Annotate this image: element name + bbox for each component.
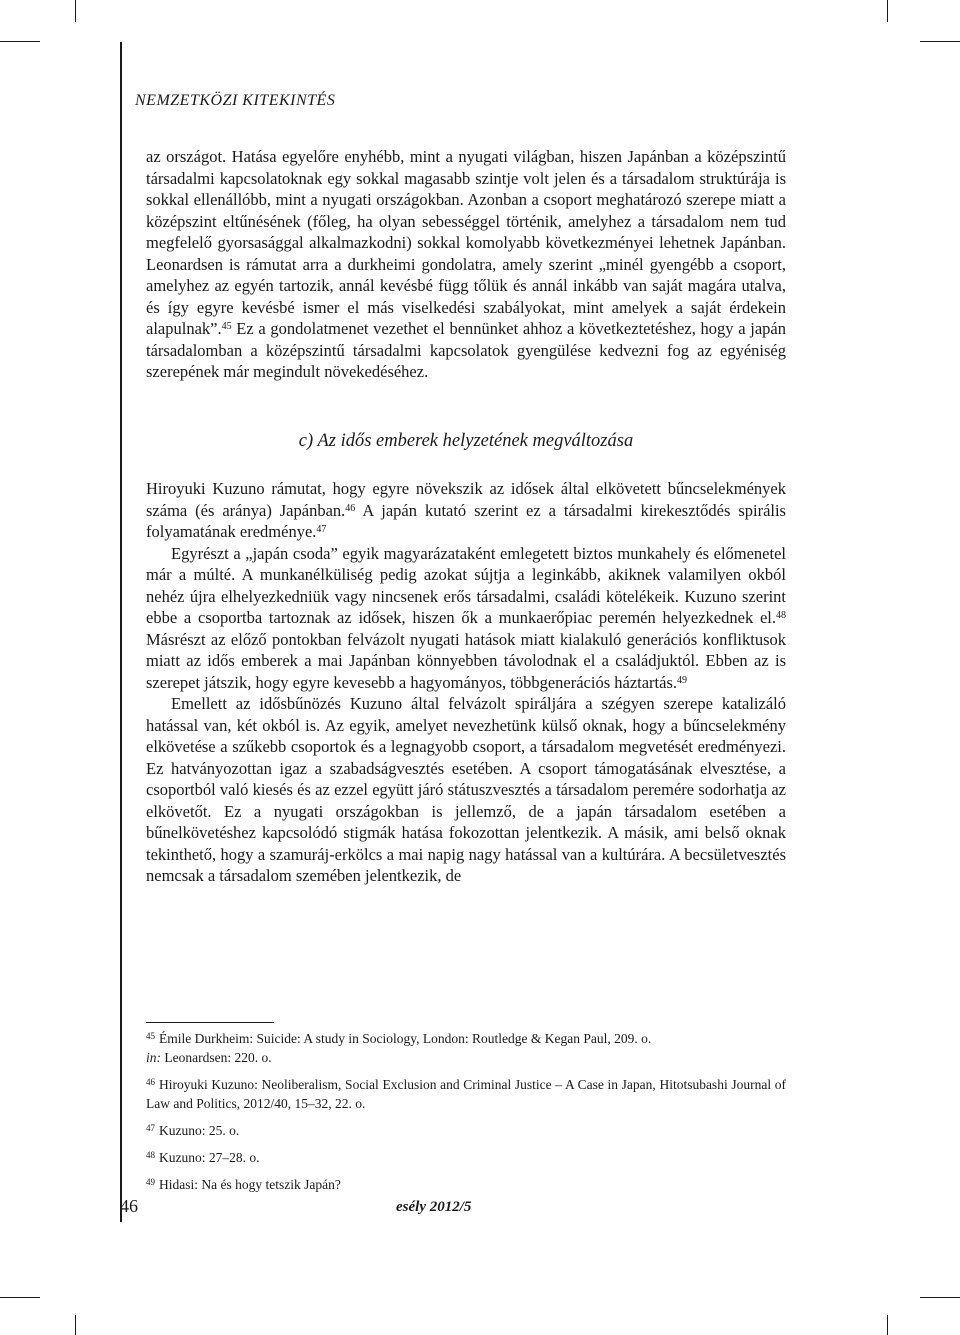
footnote: $^{46}$ Hiroyuki Kuzuno: Neoliberalism, Social Exclusion and Criminal Justice – A Case in Japan, Hitotsubashi Journal of Law and Politics, 2012/40, 15–32, 22. o. [146,1077,786,1111]
running-head: NEMZETKÖZI KITEKINTÉS [135,92,336,109]
article-body [146,146,786,887]
footnote-ref[interactable]: 46 [345,502,356,514]
footnote-ref[interactable]: 45 [221,321,232,332]
page-number: 46 [120,1196,138,1216]
footnote: $^{48}$ Kuzuno: 27–28. o. [146,1150,260,1165]
paragraph: az országot. Hatása egyelőre enyhébb, mint a nyugati világban, hiszen Japánban a középszintű társadalmi kapcsolatoknak egy sokkal magasabb szintje volt jelen és a társadalom struktúrája is sokkal ellenállóbb, mint a nyugati országokban. Azonban a csoport meghatározó szerepe miatt a középszint eltűnésének (főleg, ha olyan sebességgel történik, amelyhez a társadalom nem tud megfelelő gyorsasággal alkalmazkodni) sokkal komolyabb következményei lehetnek Japánban. Leonardsen is rámutat arra a durkheimi gondolatra, amely szerint „minél gyengébb a csoport, amelyhez az egyén tartozik, annál kevésbé függ tőlük és annál inkább van saját magára utalva, és így egyre kevésbé ismer el más viselkedési szabályokat, mint amelyek a saját érdekein alapulnak”.$^{45}$ Ez a gondolatmenet vezethet el bennünket ahhoz a következtetéshez, hogy a japán társadalomban a középszintű társadalmi kapcsolatok gyengülése kedvezni fog az egyéniség szerepének már megindult növekedéséhez. [146,147,786,381]
footnote-ref[interactable]: 47 [316,524,327,535]
footnote-ref[interactable]: 48 [776,610,786,621]
paragraph: Emellett az idősbűnözés Kuzuno által felvázolt spiráljára a szégyen szerepe katalizáló hatással van, két okból is. Az egyik, amelyet nevezhetünk külső oknak, hogy a bűncselekmény elkövetése a szűkebb csoportok és a legnagyobb csoport, a társadalom megvetését eredményezi. Ez hatványozottan igaz a szabadságvesztés esetében. A csoport támogatásának elvesztése, a csoportból való kiesés és az ezzel együtt járó státuszvesztés a társadalom peremére sodorhatja az elkövetőt. Ez a nyugati országokban is jellemző, de a japán társadalom esetében a bűnelkövetéshez kapcsolódó stigmák hatása fokozottan jelentkezik. A másik, ami belső oknak tekinthető, hogy a szamuráj-erkölcs a mai napig nagy hatással van a kultúrára. A becsületvesztés nemcsak a társadalom szemében jelentkezik, de [146,694,786,885]
crop-mark [75,0,76,22]
crop-mark [75,1315,76,1335]
footnotes [146,1029,786,1202]
crop-mark [920,41,960,42]
section-heading: c) Az idős emberek helyzetének megváltozása [298,430,634,451]
footnote: $^{47}$ Kuzuno: 25. o. [146,1123,240,1138]
footnote-ref[interactable]: 49 [677,674,688,686]
footnote-separator [146,1022,274,1023]
footnote: $^{49}$ Hidasi: Na és hogy tetszik Japán? [146,1177,341,1192]
paragraph: Egyrészt a „japán csoda” egyik magyarázataként emlegetett biztos munkahely és előmenetel már a múlté. A munkanélküliség pedig azokat sújtja a leginkább, akiknek valamilyen okból nehéz újra elhelyezkedniük vagy nincsenek erős társadalmi, családi kötelékeik. Kuzuno szerint ebbe a csoportba tartoznak az idősek, hiszen ők a munkaerőpiac peremén helyezkednek el.$^{48}$ Másrészt az előző pontokban felvázolt nyugati hatások miatt kialakuló generációs konfliktusok miatt az idős emberek a mai Japánban könnyebben távolodnak el a családjuktól. Ebben az is szerepet játszik, hogy egyre kevesebb a hagyományos, többgenerációs háztartás.$^{49}$ [146,543,786,692]
crop-mark [0,1297,40,1298]
journal-title: esély 2012/5 [396,1199,472,1215]
paragraph: Hiroyuki Kuzuno rámutat, hogy egyre növekszik az idősek által elkövetett bűncselekmények száma (és aránya) Japánban.$^{46}$ A japán kutató szerint ez a társadalmi kirekesztődés spirális folyamatának eredménye.$^{47}$ [146,479,786,541]
crop-mark [0,41,40,42]
footnote: $^{45}$ Émile Durkheim: Suicide: A study in Sociology, London: Routledge & Kegan Paul, 209. o. in: Leonardsen: 220. o. [146,1031,652,1065]
crop-mark [887,1315,888,1335]
crop-mark [887,0,888,22]
crop-mark [920,1297,960,1298]
margin-rule [120,42,122,1222]
